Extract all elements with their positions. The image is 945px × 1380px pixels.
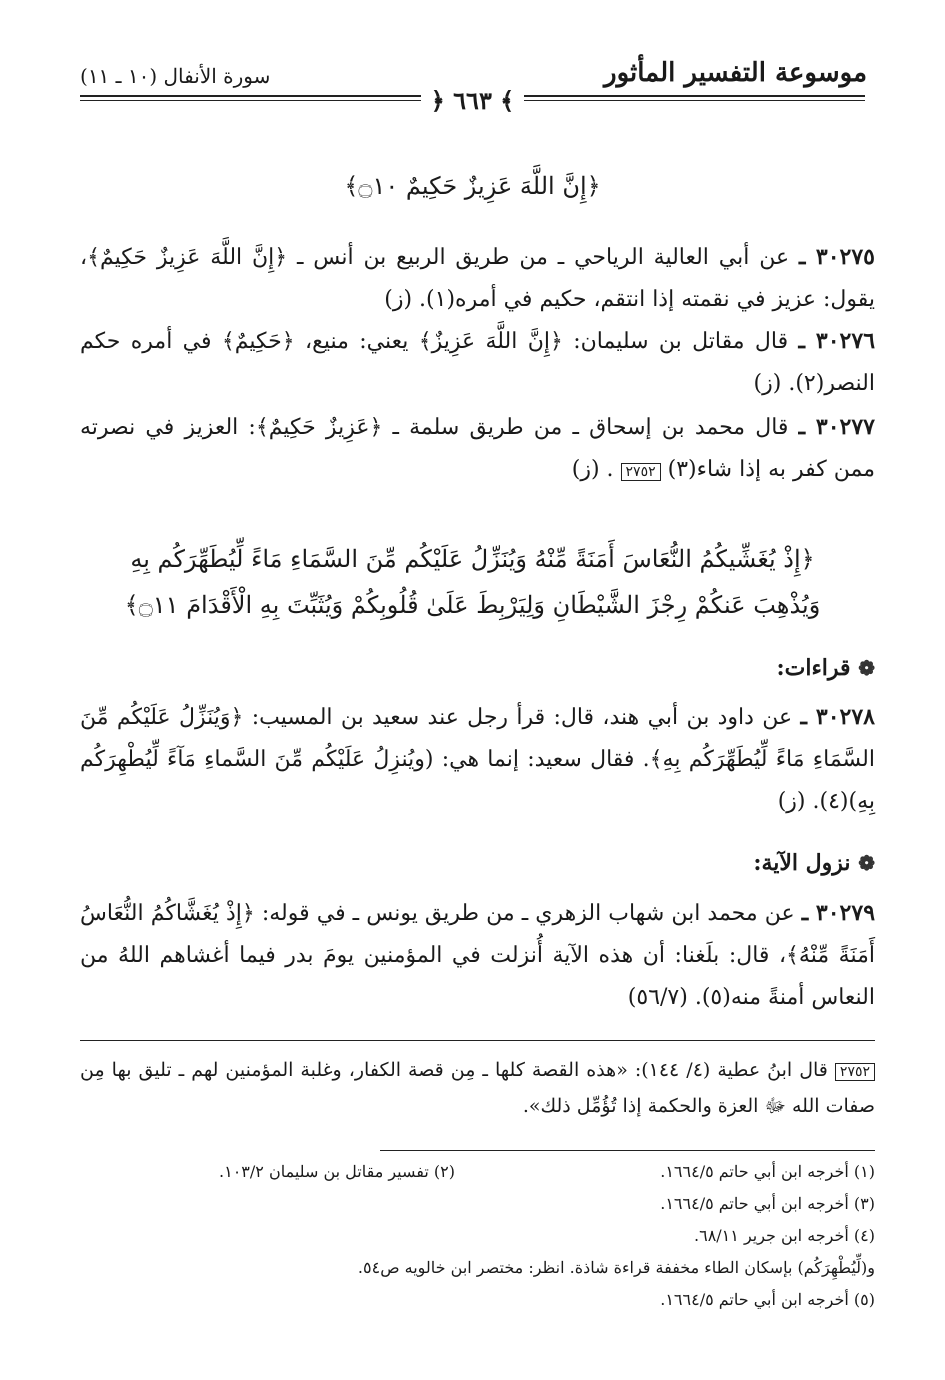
paragraph-text: عن أبي العالية الرياحي ـ من طريق الربيع بن أنس ـ ﴿إِنَّ اللَّهَ عَزِيزٌ حَكِيمٌ﴾، يقول: عزيز في نقمته إذا انتقم، حكيم في أمره(١). (ز) [80, 245, 875, 312]
surah-reference: سورة الأنفال (١٠ ـ ١١) [80, 64, 271, 88]
verse-11-line-2: وَيُذْهِبَ عَنكُمْ رِجْزَ الشَّيْطَانِ وَلِيَرْبِطَ عَلَىٰ قُلُوبِكُمْ وَيُثَبِّتَ بِهِ الْأَقْدَامَ ۝١١﴾ [124, 591, 821, 619]
footnote-4: (٤) أخرجه ابن جرير ٦٨/١١. [694, 1226, 875, 1245]
footnote-separator [380, 1150, 875, 1151]
verse-11-line-1: ﴿إِذْ يُغَشِّيكُمُ النُّعَاسَ أَمَنَةً مِّنْهُ وَيُنَزِّلُ عَلَيْكُم مِّنَ السَّمَاءِ مَاءً لِّيُطَهِّرَكُم بِهِ [130, 545, 815, 573]
commentary-note-2752 [80, 1052, 875, 1124]
paragraph-tail: . (ز) [571, 457, 614, 482]
note-text: قال ابنُ عطية (٤/ ١٤٤): «هذه القصة كلها ـ مِن قصة الكفار، وغلبة المؤمنين لهم ـ تليق بها مِن صفات الله ﷻ العزة والحكمة إذا تُؤُمِّل ذلك». [80, 1059, 875, 1117]
page-number: ﴾ ٦٦٣ ﴿ [421, 86, 525, 115]
paragraph-text: عن محمد ابن شهاب الزهري ـ من طريق يونس ـ في قوله: ﴿إِذْ يُغَشَّاكُمُ النُّعَاسُ أَمَنَةً مِّنْهُ﴾، قال: بلَغنا: أن هذه الآية أُنزلت في المؤمنين يومَ بدر فيما أغشاهم اللهُ من النعاس أمنةً منه(٥). (٥٦/٧) [80, 901, 875, 1010]
paragraph-text: قال مقاتل بن سليمان: ﴿إِنَّ اللَّهَ عَزِيزٌ﴾ يعني: منيع، ﴿حَكِيمٌ﴾ في أمره حكم النصر(٢). (ز) [80, 329, 875, 396]
verse-11 [80, 536, 865, 628]
verse-10: ﴿إِنَّ اللَّهَ عَزِيزٌ حَكِيمٌ ۝١٠﴾ [344, 172, 601, 200]
paragraph-text: قال محمد بن إسحاق ـ من طريق سلمة ـ ﴿عَزِيزٌ حَكِيمٌ﴾: العزيز في نصرته ممن كفر به إذا شاء(٣) [80, 415, 875, 482]
paragraph-text: عن داود بن أبي هند، قال: قرأ رجل عند سعيد بن المسيب: ﴿وَيُنَزِّلُ عَلَيْكُم مِّنَ السَّمَاءِ مَاءً لِّيُطَهِّرَكُم بِهِ﴾. فقال سعيد: إنما هي: (ويُنزِلُ عَلَيْكُم مِّنَ السَّماءِ مَآءً لِّيُطْهِرَكُم بِهِ)(٤). (ز) [80, 705, 875, 814]
paragraph-number: ٣٠٢٧٦ ـ [798, 328, 876, 354]
paragraph-number: ٣٠٢٧٥ ـ [798, 244, 875, 270]
footnote-4-continued: و(لِّيُطْهِرَكُم) بإسكان الطاء مخففة قراءة شاذة. انظر: مختصر ابن خالويه ص٥٤. [357, 1258, 875, 1277]
paragraph-number: ٣٠٢٧٩ ـ [801, 900, 876, 926]
paragraph-30278 [80, 696, 875, 823]
footnote-1: (١) أخرجه ابن أبي حاتم ١٦٦٤/٥. [660, 1162, 875, 1181]
section-heading-readings: ❁ قراءات: [776, 655, 875, 681]
footnote-2: (٢) تفسير مقاتل بن سليمان ١٠٣/٢. [219, 1162, 455, 1181]
flower-ornament-icon: ❁ [858, 656, 875, 680]
footnote-3: (٣) أخرجه ابن أبي حاتم ١٦٦٤/٥. [660, 1194, 875, 1213]
paragraph-number: ٣٠٢٧٧ ـ [798, 414, 875, 440]
paragraph-30276 [80, 320, 875, 405]
footnote-5: (٥) أخرجه ابن أبي حاتم ١٦٦٤/٥. [660, 1290, 875, 1309]
book-title: موسوعة التفسير المأثور [604, 58, 867, 88]
flower-ornament-icon: ❁ [858, 851, 875, 875]
cross-reference-box[interactable]: ٢٧٥٢ [835, 1063, 875, 1081]
section-heading-revelation: ❁ نزول الآية: [753, 850, 875, 876]
cross-reference-box[interactable]: ٢٧٥٢ [621, 463, 661, 481]
note-separator [80, 1040, 875, 1041]
paragraph-30279 [80, 892, 875, 1019]
paragraph-number: ٣٠٢٧٨ ـ [800, 704, 875, 730]
paragraph-30275 [80, 236, 875, 321]
paragraph-30277 [80, 406, 875, 491]
